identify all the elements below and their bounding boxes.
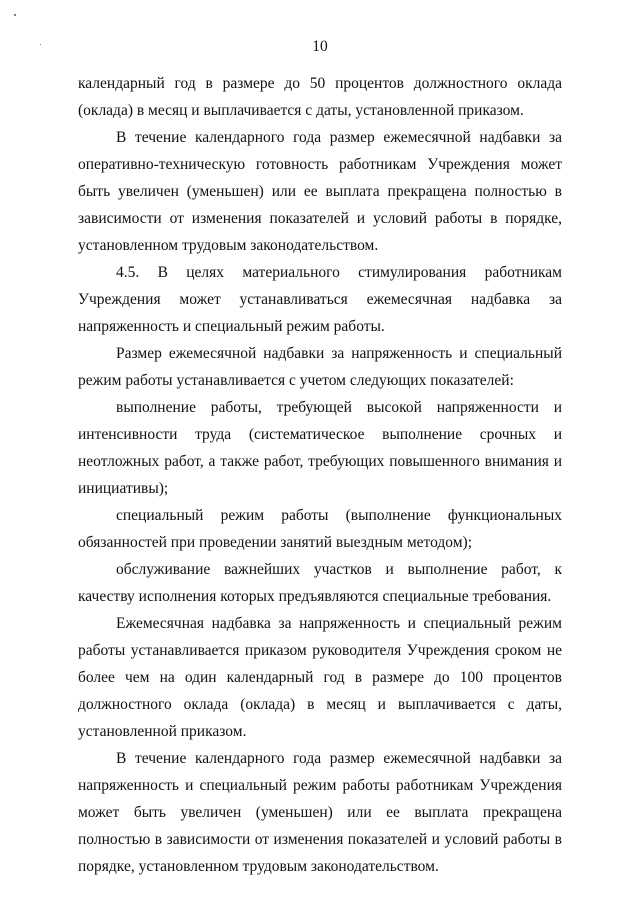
page-number: 10 xyxy=(312,38,328,55)
document-body xyxy=(78,70,562,880)
paragraph: В течение календарного года размер ежемесячной надбавки за напряженность и специальный режим работы работникам Учреждения может быть увеличен (уменьшен) или ее выплата прекращена полностью в зависимости от изменения показателей и условий работы в порядке, установленном трудовым законодательством. xyxy=(78,750,562,875)
paragraph: специальный режим работы (выполнение функциональных обязанностей при проведении занятий выездным методом); xyxy=(78,507,562,551)
paragraph: В течение календарного года размер ежемесячной надбавки за оперативно-техническую готовность работникам Учреждения может быть увеличен (уменьшен) или ее выплата прекращена полностью в зависимости от изменения показателей и условий работы в порядке, установленном трудовым законодательством. xyxy=(78,129,562,254)
paragraph: выполнение работы, требующей высокой напряженности и интенсивности труда (систематическое выполнение срочных и неотложных работ, а также работ, требующих повышенного внимания и инициативы); xyxy=(78,399,562,497)
paragraph: обслуживание важнейших участков и выполнение работ, к качеству исполнения которых предъявляются специальные требования. xyxy=(78,561,562,605)
paragraph: Размер ежемесячной надбавки за напряженность и специальный режим работы устанавливается с учетом следующих показателей: xyxy=(78,345,562,389)
paragraph: Ежемесячная надбавка за напряженность и специальный режим работы устанавливается приказом руководителя Учреждения сроком не более чем на один календарный год в размере до 100 процентов должностного оклада (оклада) в месяц и выплачивается с даты, установленной приказом. xyxy=(78,615,562,740)
paragraph: календарный год в размере до 50 процентов должностного оклада (оклада) в месяц и выплачивается с даты, установленной приказом. xyxy=(78,75,562,119)
scan-speck xyxy=(14,14,16,16)
paragraph: 4.5. В целях материального стимулирования работникам Учреждения может устанавливаться ежемесячная надбавка за напряженность и специальный режим работы. xyxy=(78,264,562,335)
